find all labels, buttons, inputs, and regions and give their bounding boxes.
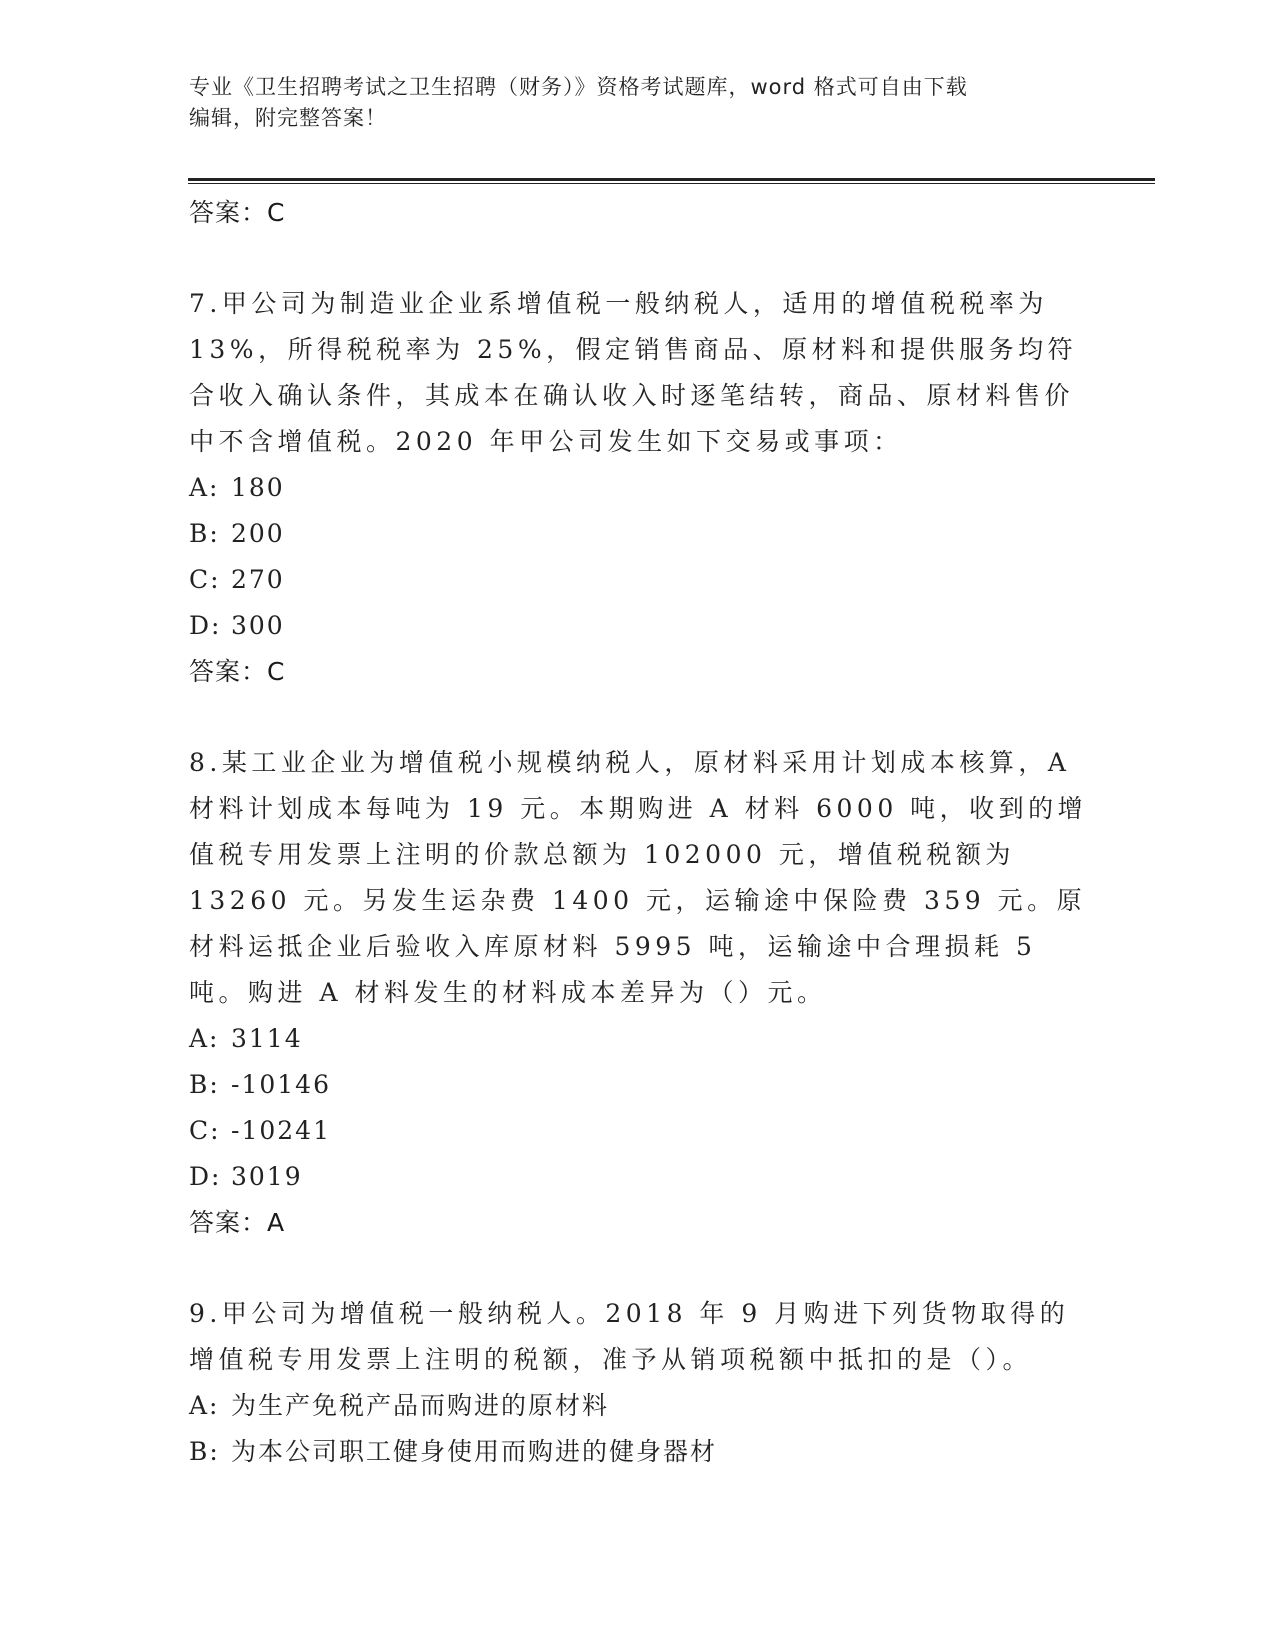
option-letter: A: [189, 473, 220, 502]
option-letter: A: [189, 1024, 220, 1053]
question-9 [189, 1291, 1089, 1475]
option-b [189, 511, 1089, 557]
header-title-line-1: 专业《卫生招聘考试之卫生招聘（财务）》资格考试题库，word 格式可自由下载 [189, 75, 968, 99]
question-8 [189, 740, 1089, 1245]
previous-answer: 答案：C [189, 198, 286, 227]
option-letter: B: [189, 1070, 220, 1099]
option-d [189, 1154, 1089, 1200]
option-a [189, 1016, 1089, 1062]
question-stem: 8.某工业企业为增值税小规模纳税人，原材料采用计划成本核算，A 材料计划成本每吨为 19 元。本期购进 A 材料 6000 吨，收到的增值税专用发票上注明的价款总额为 102000 元，增值税税额为 13260 元。另发生运杂费 1400 元，运输途中保险费 359 元。原材料运抵企业后验收入库原材料 5995 吨，运输途中合理损耗 5 吨。购进 A 材料发生的材料成本差异为（）元。 [189, 748, 1088, 1007]
spacer [189, 235, 1089, 281]
option-b [189, 1429, 1089, 1475]
spacer [189, 694, 1089, 740]
header-rule-thick [188, 178, 1155, 181]
spacer [189, 1245, 1089, 1291]
question-stem: 7.甲公司为制造业企业系增值税一般纳税人，适用的增值税税率为 13%，所得税税率为 25%，假定销售商品、原材料和提供服务均符合收入确认条件，其成本在确认收入时逐笔结转，商品、原材料售价中不含增值税。2020 年甲公司发生如下交易或事项： [189, 289, 1078, 456]
option-text: 为本公司职工健身使用而购进的健身器材 [231, 1437, 718, 1466]
option-letter: B: [189, 519, 220, 548]
header-rule-thin [188, 183, 1155, 184]
option-text: 200 [231, 519, 285, 548]
header-title-line-2: 编辑，附完整答案！ [189, 106, 387, 130]
option-letter: C: [189, 1116, 221, 1145]
question-answer: 答案：C [189, 657, 286, 686]
option-c [189, 557, 1089, 603]
option-text: 3019 [231, 1162, 303, 1191]
option-text: 270 [231, 565, 285, 594]
question-7 [189, 281, 1089, 694]
option-text: -10241 [231, 1116, 331, 1145]
option-letter: D: [189, 1162, 222, 1191]
question-stem: 9.甲公司为增值税一般纳税人。2018 年 9 月购进下列货物取得的增值税专用发票上注明的税额，准予从销项税额中抵扣的是（）。 [189, 1299, 1070, 1374]
option-c [189, 1108, 1089, 1154]
option-a [189, 465, 1089, 511]
option-letter: A: [189, 1391, 220, 1420]
option-text: 180 [231, 473, 285, 502]
option-text: 3114 [231, 1024, 303, 1053]
option-letter: B: [189, 1437, 220, 1466]
option-letter: C: [189, 565, 221, 594]
option-text: 300 [231, 611, 285, 640]
question-answer: 答案：A [189, 1208, 286, 1237]
option-text: 为生产免税产品而购进的原材料 [231, 1391, 610, 1420]
option-d [189, 603, 1089, 649]
option-letter: D: [189, 611, 222, 640]
document-header [189, 72, 1089, 134]
option-text: -10146 [231, 1070, 331, 1099]
question-list [189, 190, 1089, 1475]
option-a [189, 1383, 1089, 1429]
option-b [189, 1062, 1089, 1108]
